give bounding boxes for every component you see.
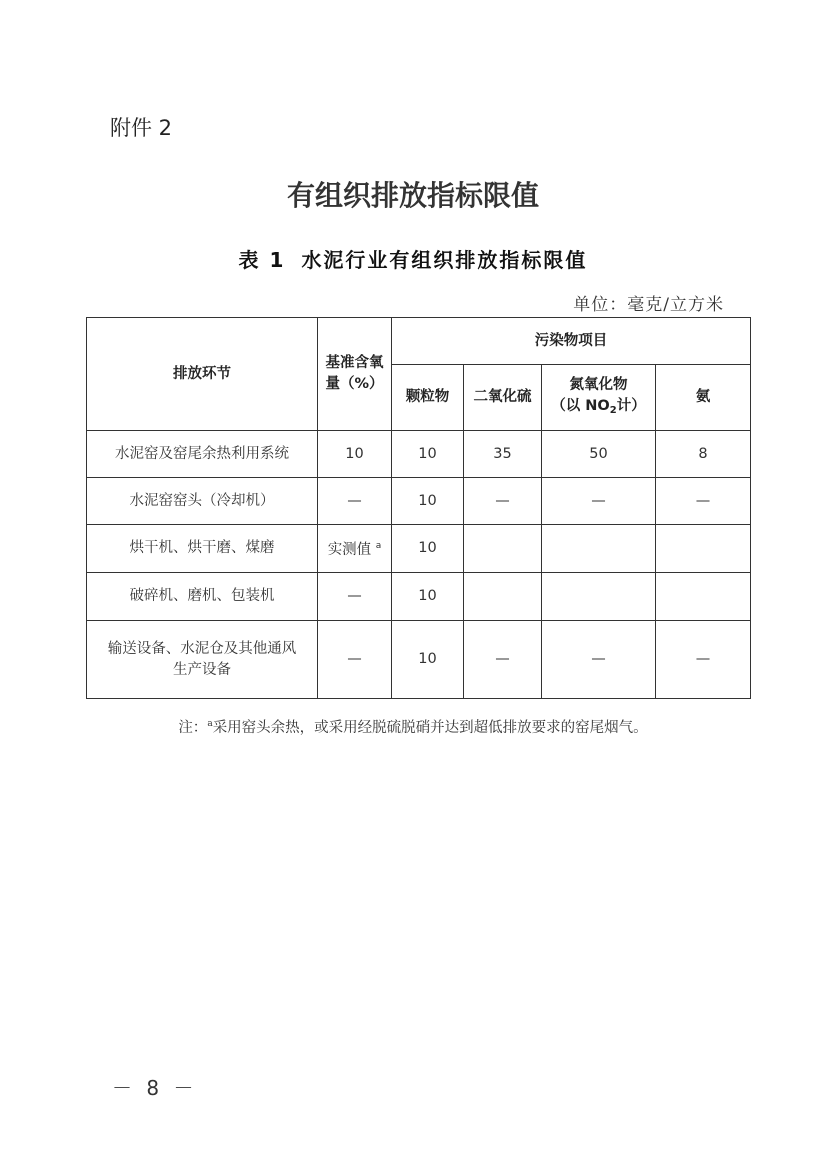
header-reference-oxygen-line2: 量（%） <box>325 376 384 392</box>
cell-nox <box>542 525 656 573</box>
cell-nh3: — <box>656 478 751 525</box>
header-pollutants: 污染物项目 <box>392 318 751 365</box>
footnote-marker: a <box>375 541 382 551</box>
table-row <box>87 573 751 621</box>
cell-oxygen: — <box>318 478 392 525</box>
table-row <box>87 431 751 478</box>
header-reference-oxygen <box>318 318 392 431</box>
cell-nox: — <box>542 621 656 699</box>
table-note <box>0 716 826 737</box>
cell-pm: 10 <box>392 478 464 525</box>
header-emission-stage: 排放环节 <box>87 318 318 431</box>
cell-nh3: 8 <box>656 431 751 478</box>
cell-oxygen-value: 实测值 <box>327 542 372 558</box>
cell-stage: 水泥窑窑头（冷却机） <box>87 478 318 525</box>
cell-stage: 水泥窑及窑尾余热利用系统 <box>87 431 318 478</box>
header-nox-line2-pre: （以 NO <box>551 397 610 414</box>
cell-so2: 35 <box>464 431 542 478</box>
cell-pm: 10 <box>392 573 464 621</box>
cell-nh3: — <box>656 621 751 699</box>
header-nox-line1: 氮氧化物 <box>569 376 628 393</box>
cell-oxygen: 10 <box>318 431 392 478</box>
cell-so2: — <box>464 478 542 525</box>
cell-oxygen <box>318 525 392 573</box>
header-nox-subscript: 2 <box>609 404 617 416</box>
table-row <box>87 525 751 573</box>
cell-pm: 10 <box>392 621 464 699</box>
cell-so2 <box>464 573 542 621</box>
note-text: 采用窑头余热，或采用经脱硫脱硝并达到超低排放要求的窑尾烟气。 <box>212 720 648 736</box>
header-nox-line2-post: 计） <box>616 397 646 414</box>
cell-stage-line2: 生产设备 <box>173 661 231 678</box>
emission-limits-table <box>86 317 751 699</box>
attachment-label: 附件 2 <box>110 116 173 140</box>
table-header-row-1 <box>87 318 751 365</box>
table-row <box>87 478 751 525</box>
cell-nox <box>542 573 656 621</box>
table-caption-text: 水泥行业有组织排放指标限值 <box>301 248 588 272</box>
note-marker: a <box>207 719 213 729</box>
cell-nh3 <box>656 525 751 573</box>
cell-nox: — <box>542 478 656 525</box>
cell-oxygen: — <box>318 573 392 621</box>
page-number: － 8 － <box>112 1076 198 1100</box>
document-title: 有组织排放指标限值 <box>286 179 539 212</box>
table-caption <box>0 244 826 273</box>
cell-stage-line1: 输送设备、水泥仓及其他通风 <box>107 640 297 657</box>
cell-pm: 10 <box>392 431 464 478</box>
header-ammonia: 氨 <box>656 365 751 431</box>
table-caption-number: 表 1 <box>238 248 286 272</box>
header-reference-oxygen-line1: 基准含氧 <box>325 355 384 371</box>
header-nitrogen-oxides <box>542 365 656 431</box>
note-prefix: 注： <box>178 720 208 736</box>
cell-nh3 <box>656 573 751 621</box>
unit-label: 单位：毫克/立方米 <box>573 295 724 315</box>
cell-pm: 10 <box>392 525 464 573</box>
cell-nox: 50 <box>542 431 656 478</box>
cell-stage: 烘干机、烘干磨、煤磨 <box>87 525 318 573</box>
table-row <box>87 621 751 699</box>
cell-stage: 破碎机、磨机、包装机 <box>87 573 318 621</box>
cell-oxygen: — <box>318 621 392 699</box>
cell-stage <box>87 621 318 699</box>
cell-so2: — <box>464 621 542 699</box>
header-sulfur-dioxide: 二氧化硫 <box>464 365 542 431</box>
cell-so2 <box>464 525 542 573</box>
header-particulate-matter: 颗粒物 <box>392 365 464 431</box>
